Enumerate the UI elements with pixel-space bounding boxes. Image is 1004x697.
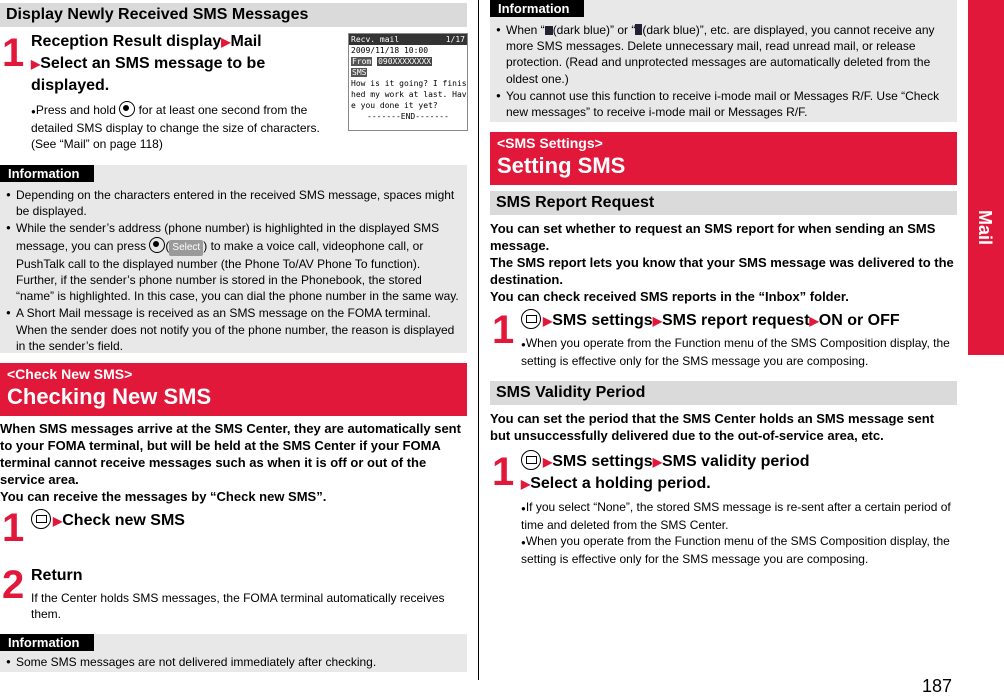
step-number-2: 2 (2, 563, 25, 607)
column-divider (478, 0, 479, 680)
arrow-icon: ▶ (521, 477, 531, 491)
mail-key-icon (31, 509, 51, 529)
information-box-3 (490, 0, 957, 122)
step-report-request: ▶SMS settings▶SMS report request▶ON or OFF (521, 309, 961, 332)
step-validity-period: ▶SMS settings▶SMS validity period ▶Select a holding period. (521, 450, 941, 495)
information-box-2 (0, 634, 467, 672)
report-intro: You can set whether to request an SMS report for when sending an SMS message. The SMS report lets you know that your SMS message was delivered to the destination. You can check received SMS reports in the “Inbox” folder. (490, 221, 954, 304)
info-bullet: ● You cannot use this function to receive i-mode mail or Messages R/F. Use “Check new messages” to receive i-mode mail or Messages R/F. (496, 88, 951, 120)
center-key-icon (149, 237, 165, 253)
step-check-new-sms: ▶Check new SMS (31, 509, 431, 532)
step-number-1: 1 (2, 31, 25, 75)
section-header-setting-sms: <SMS Settings> Setting SMS (490, 132, 957, 185)
arrow-icon: ▶ (652, 314, 662, 328)
step-1-note: ●Press and hold for at least one second from the detailed SMS display to change the size of characters. (See “Mail” on page 118) (31, 103, 320, 151)
information-tab: Information (0, 165, 94, 182)
section-title-display: Display Newly Received SMS Messages (0, 3, 467, 27)
mail-key-icon (521, 450, 541, 470)
section-title-validity: SMS Validity Period (490, 381, 957, 405)
envelope-full-icon (545, 26, 553, 35)
step-number-1: 1 (492, 308, 515, 352)
mail-key-icon (521, 309, 541, 329)
arrow-icon: ▶ (809, 314, 819, 328)
info-bullet: ● While the sender’s address (phone number) is highlighted in the displayed SMS message, you can press ( Select ) to make a voice call, videophone call, or PushTalk call to the displayed number (the Phone To/AV Phone To function). Further, if the sender’s phone number is stored in the Phonebook, the stored “name” is highlighted. In this case, you can dial the phone number in the same way. (6, 220, 461, 304)
step-number-1: 1 (2, 506, 25, 550)
phone-screen-mockup: Recv. mail 1/17 2009/11/18 10:00 From 090XXXXXXXX SMS How is it going? I finis hed my work at last. Hav e you done it yet? -------END------- (348, 33, 468, 131)
validity-intro: You can set the period that the SMS Center holds an SMS message sent but unsuccessfully delivered due to the out-of-service area, etc. (490, 411, 935, 443)
section-title-report: SMS Report Request (490, 191, 957, 215)
information-tab: Information (490, 0, 584, 17)
arrow-icon: ▶ (31, 57, 41, 71)
step-2-note: If the Center holds SMS messages, the FOMA terminal automatically receives them. (31, 591, 445, 621)
information-tab: Information (0, 634, 94, 651)
page-number: 187 (922, 676, 953, 696)
validity-notes (521, 499, 957, 567)
select-softkey: Select (169, 240, 203, 256)
info-bullet: ● A Short Mail message is received as an SMS message on the FOMA terminal. When the sender does not notify you of the phone number, the reason is displayed in the sender’s field. (6, 305, 461, 354)
info-bullet: ● When “ (dark blue)” or “ (dark blue)”, etc. are displayed, you cannot receive any more SMS messages. Delete unnecessary mail, read unread mail, or release protection. (Read and unprotected messages are automatically deleted from the oldest one.) (496, 22, 951, 87)
check-intro: When SMS messages arrive at the SMS Center, they are automatically sent to your FOMA terminal, but will be held at the SMS Center if your FOMA terminal cannot receive messages such as when it is off or out of the service area. You can receive the messages by “Check new SMS”. (0, 421, 461, 504)
validity-note-1: ●If you select “None”, the stored SMS message is re-sent after a certain period of time and deleted from the SMS Center. (521, 500, 951, 532)
step-number-1: 1 (492, 450, 515, 494)
validity-note-2: ●When you operate from the Function menu of the SMS Composition display, the setting is effective only for the SMS message you are composing. (521, 534, 950, 566)
step-1-instruction: Reception Result display▶Mail ▶Select an SMS message to be displayed. (31, 33, 266, 94)
arrow-icon: ▶ (543, 314, 553, 328)
arrow-icon: ▶ (543, 455, 553, 469)
step-return: Return (31, 567, 83, 584)
info-bullet: ● Depending on the characters entered in the received SMS message, spaces might be displayed. (6, 187, 461, 219)
info-bullet: ● Some SMS messages are not delivered immediately after checking. (6, 654, 461, 670)
report-note: ●When you operate from the Function menu of the SMS Composition display, the setting is effective only for the SMS message you are composing. (521, 336, 950, 368)
information-box-1 (0, 165, 467, 353)
arrow-icon: ▶ (53, 514, 63, 528)
arrow-icon: ▶ (652, 455, 662, 469)
section-header-check-new-sms: <Check New SMS> Checking New SMS (0, 363, 467, 416)
center-key-icon (119, 101, 135, 117)
arrow-icon: ▶ (221, 35, 231, 49)
side-tab-mail: Mail (968, 0, 1004, 355)
